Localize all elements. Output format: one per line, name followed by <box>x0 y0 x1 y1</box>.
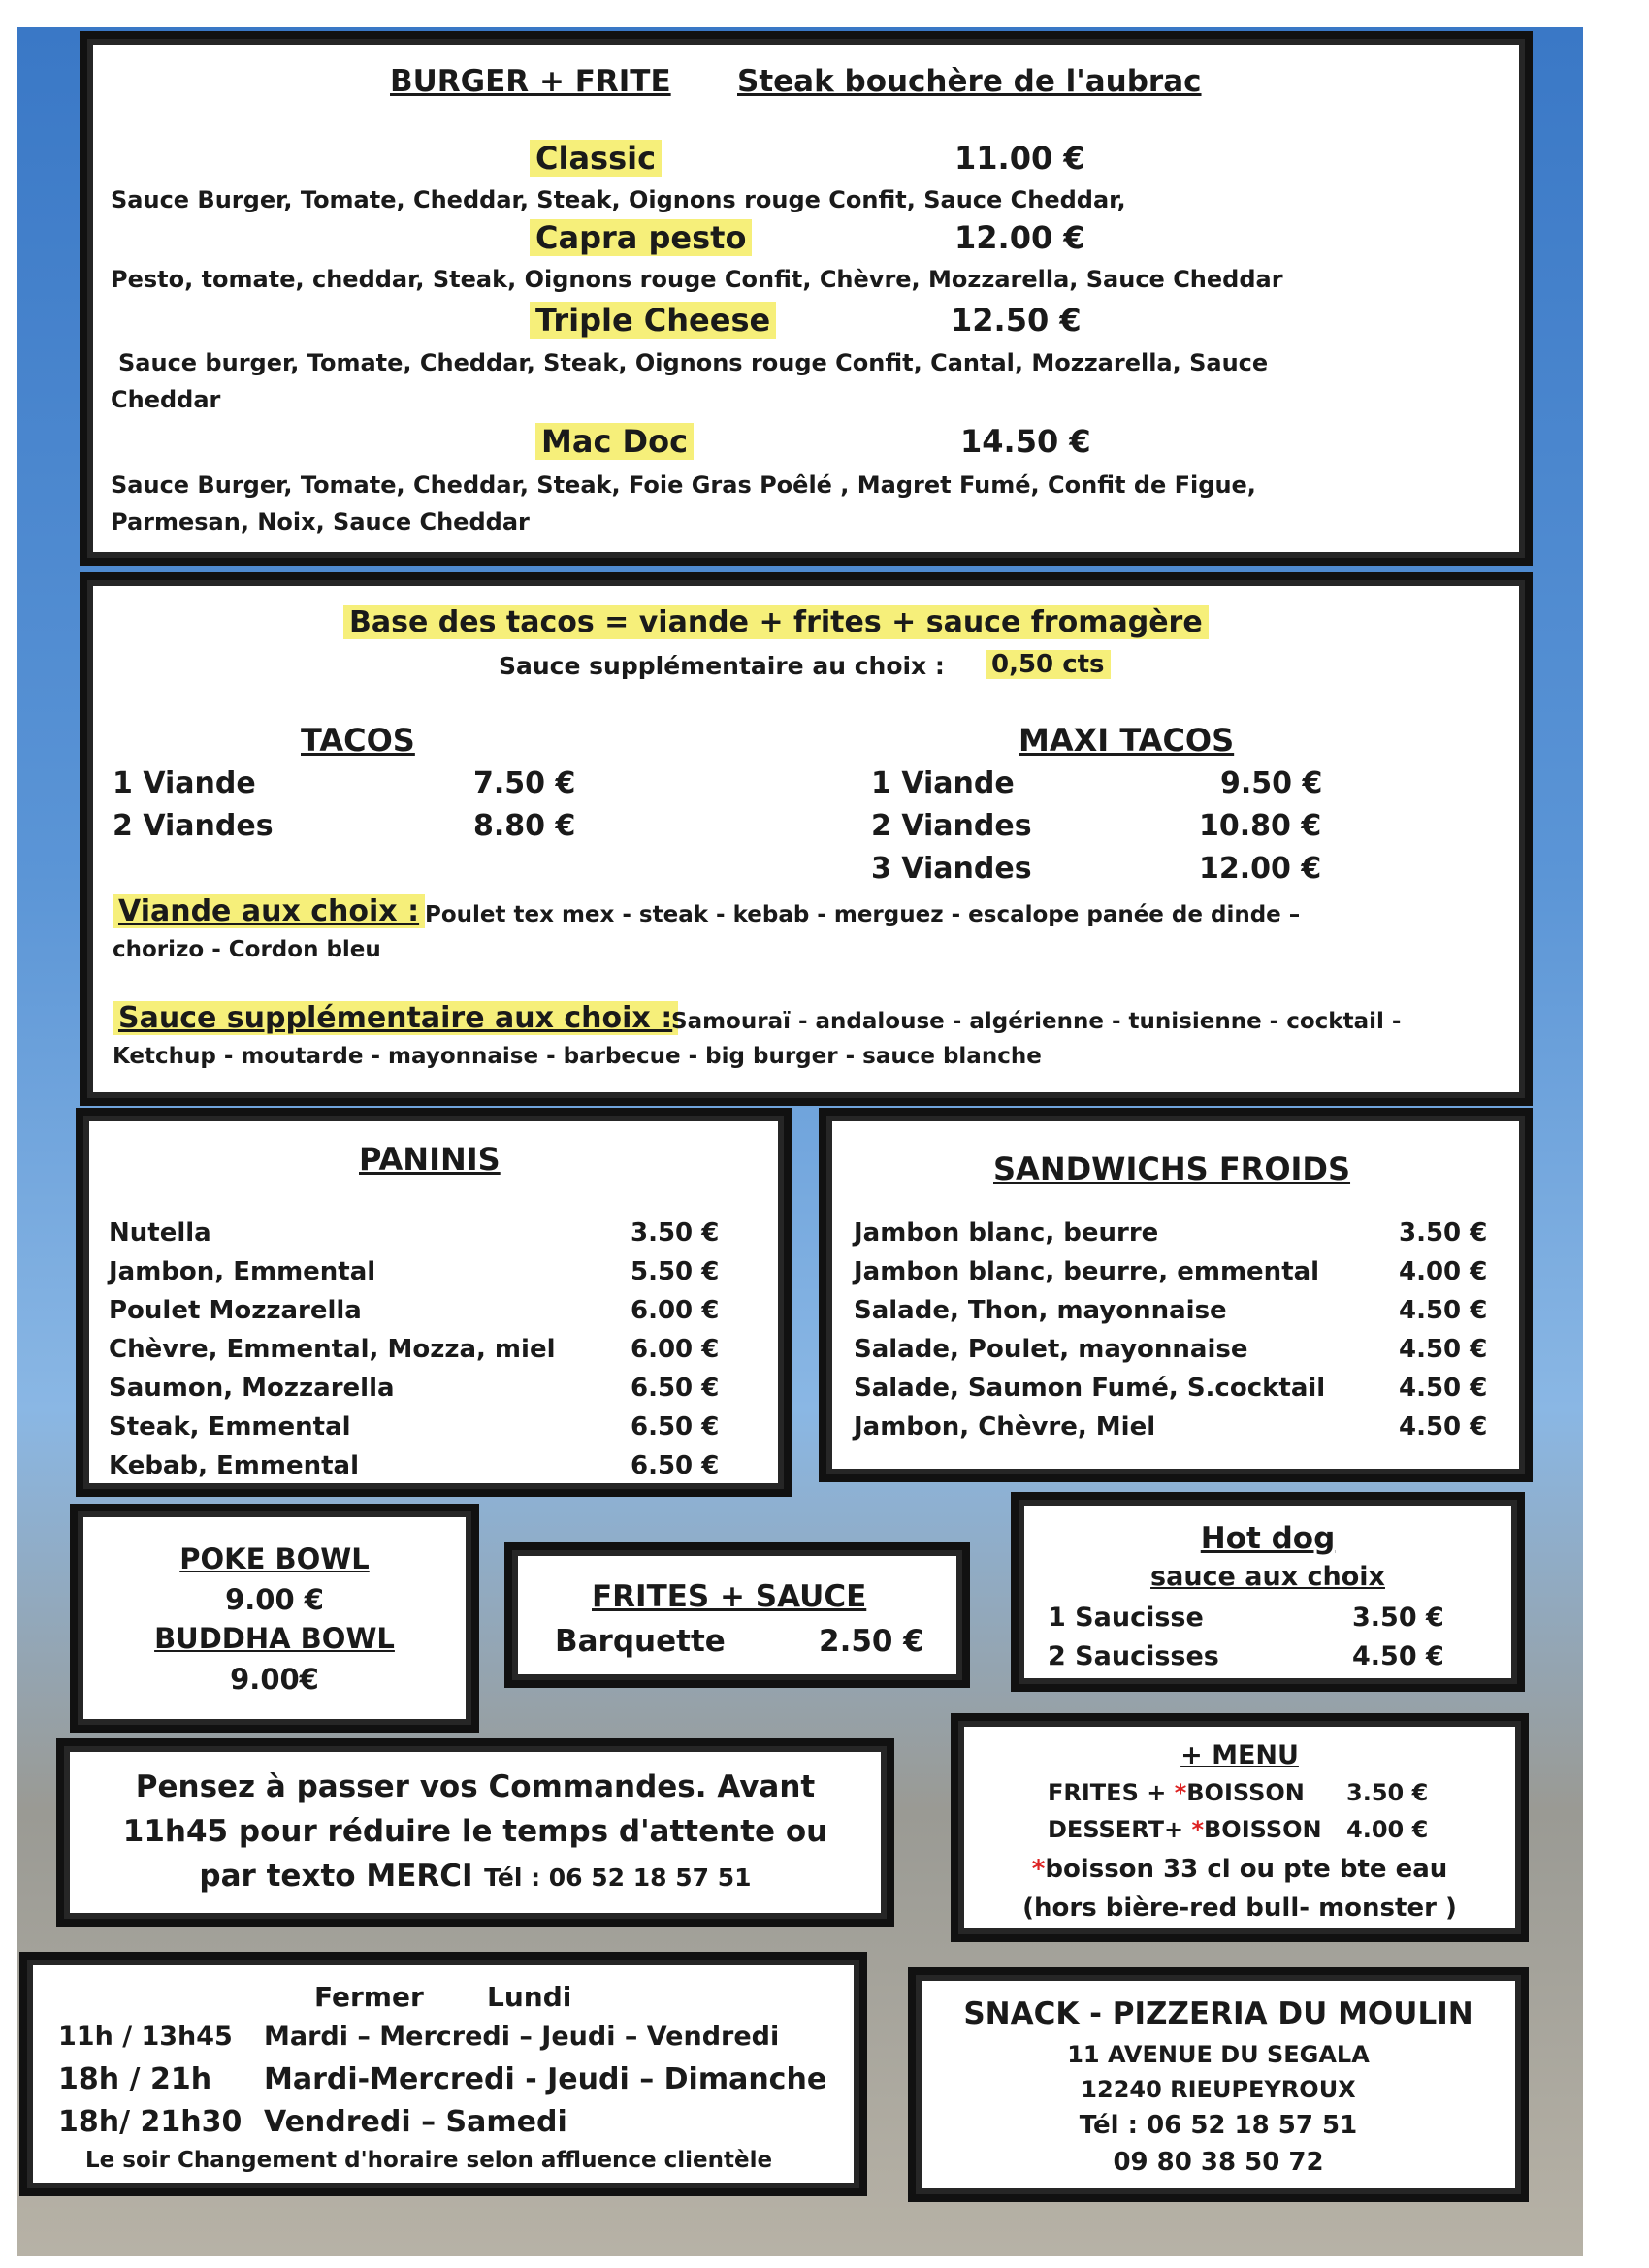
hours-time-3: 18h/ 21h30 <box>58 2105 242 2139</box>
shop-name: SNACK - PIZZERIA DU MOULIN <box>963 1996 1473 2031</box>
burger-name-capra: Capra pesto <box>530 219 752 256</box>
hours-days-1: Mardi – Mercredi – Jeudi – Vendredi <box>264 2022 780 2052</box>
menu-note-2: (hors bière-red bull- monster ) <box>1022 1894 1457 1923</box>
hours-time-2: 18h / 21h <box>58 2062 212 2096</box>
sandwichs-section <box>826 1116 1525 1474</box>
hours-closed-label: Fermer <box>314 1981 424 2013</box>
menu-star-3: * <box>1031 1855 1046 1884</box>
hotdog-title: Hot dog <box>1200 1521 1336 1556</box>
menu-star-1: * <box>1174 1779 1187 1806</box>
burger-desc-macdoc: Sauce Burger, Tomate, Cheddar, Steak, Foie Gras Poêlé , Magret Fumé, Confit de Figue, <box>111 471 1256 499</box>
notice-line-3 <box>70 1859 881 1894</box>
burger-subtitle: Steak bouchère de l'aubrac <box>737 64 1202 99</box>
hotdog-price-1: 3.50 € <box>1352 1603 1444 1633</box>
hours-closed-day: Lundi <box>487 1981 572 2013</box>
maxi-tacos-title: MAXI TACOS <box>1018 722 1235 759</box>
hours-days-3: Vendredi – Samedi <box>264 2105 567 2139</box>
sandwichs-title: SANDWICHS FROIDS <box>993 1150 1351 1187</box>
sandwich-item-price: 4.50 € <box>1399 1296 1488 1325</box>
notice-merci: par texto MERCI <box>199 1859 473 1894</box>
tacos-price-1: 7.50 € <box>473 766 576 800</box>
sandwich-item-price: 4.50 € <box>1399 1335 1488 1364</box>
viande-line-1: Poulet tex mex - steak - kebab - merguez - escalope panée de dinde – <box>425 902 1301 927</box>
poke-bowl-title: POKE BOWL <box>179 1542 370 1575</box>
sandwich-item-label: Salade, Thon, mayonnaise <box>854 1296 1227 1325</box>
menu-note-1 <box>964 1855 1515 1884</box>
hours-note: Le soir Changement d'horaire selon affluence clientèle <box>85 2148 773 2173</box>
maxi-price-1: 9.50 € <box>1220 766 1323 800</box>
panini-item-price: 6.50 € <box>630 1374 720 1403</box>
poke-bowl-price: 9.00 € <box>225 1583 324 1616</box>
maxi-price-2: 10.80 € <box>1199 809 1322 843</box>
notice-phone: Tél : 06 52 18 57 51 <box>484 1863 752 1892</box>
sandwich-item-label: Salade, Poulet, mayonnaise <box>854 1335 1248 1364</box>
frites-section <box>512 1550 962 1680</box>
burger-price-classic: 11.00 € <box>954 140 1085 177</box>
hours-time-1: 11h / 13h45 <box>58 2022 233 2052</box>
burger-section <box>87 39 1525 558</box>
menu-note-1-text: boisson 33 cl ou pte bte eau <box>1045 1855 1448 1884</box>
tacos-label-1: 1 Viande <box>113 766 256 800</box>
tacos-extra-price: 0,50 cts <box>986 650 1111 679</box>
shop-phone-1: Tél : 06 52 18 57 51 <box>1079 2111 1358 2140</box>
burger-desc-macdoc-2: Parmesan, Noix, Sauce Cheddar <box>111 508 530 535</box>
burger-desc-capra: Pesto, tomate, cheddar, Steak, Oignons rouge Confit, Chèvre, Mozzarella, Sauce Cheddar <box>111 266 1283 293</box>
tacos-title: TACOS <box>301 722 415 759</box>
panini-item-price: 6.50 € <box>630 1451 720 1480</box>
panini-item-price: 6.00 € <box>630 1335 720 1364</box>
paninis-section <box>83 1116 784 1489</box>
burger-desc-classic: Sauce Burger, Tomate, Cheddar, Steak, Oignons rouge Confit, Sauce Cheddar, <box>111 186 1126 213</box>
menu-section <box>958 1721 1521 1934</box>
viande-label: Viande aux choix : <box>113 894 425 928</box>
burger-name-triple: Triple Cheese <box>530 302 776 339</box>
sandwich-item-label: Salade, Saumon Fumé, S.cocktail <box>854 1374 1326 1403</box>
panini-item-label: Steak, Emmental <box>109 1412 351 1442</box>
order-notice-section <box>64 1746 887 1919</box>
panini-item-label: Poulet Mozzarella <box>109 1296 362 1325</box>
menu-line-1 <box>1048 1779 1305 1806</box>
sandwich-item-label: Jambon blanc, beurre <box>854 1218 1159 1247</box>
burger-name-macdoc: Mac Doc <box>535 423 694 460</box>
sandwich-item-price: 4.50 € <box>1399 1412 1488 1442</box>
menu-price-1: 3.50 € <box>1346 1779 1429 1806</box>
menu-line-2-main: DESSERT+ <box>1048 1816 1192 1843</box>
maxi-price-3: 12.00 € <box>1199 852 1322 886</box>
contact-section <box>916 1975 1521 2194</box>
hours-days-2: Mardi-Mercredi - Jeudi – Dimanche <box>264 2062 827 2096</box>
menu-line-2 <box>1048 1816 1322 1843</box>
maxi-label-2: 2 Viandes <box>871 809 1032 843</box>
bowls-section <box>78 1511 471 1725</box>
menu-line-1-main: FRITES + <box>1048 1779 1175 1806</box>
menu-price-2: 4.00 € <box>1346 1816 1429 1843</box>
sauce-line-1: Samouraï - andalouse - algérienne - tunisienne - cocktail - <box>671 1009 1402 1034</box>
shop-phone-2: 09 80 38 50 72 <box>1113 2148 1324 2177</box>
hotdog-section <box>1018 1500 1517 1684</box>
paninis-title: PANINIS <box>359 1141 501 1178</box>
panini-item-price: 5.50 € <box>630 1257 720 1286</box>
notice-line-1: Pensez à passer vos Commandes. Avant <box>135 1769 816 1804</box>
burger-title: BURGER + FRITE <box>390 64 671 99</box>
hotdog-price-2: 4.50 € <box>1352 1641 1444 1671</box>
burger-desc-triple-2: Cheddar <box>111 386 221 413</box>
frites-title: FRITES + SAUCE <box>592 1579 867 1614</box>
panini-item-price: 3.50 € <box>630 1218 720 1247</box>
menu-line-1-drink: BOISSON <box>1186 1779 1305 1806</box>
menu-star-2: * <box>1191 1816 1205 1843</box>
frites-price: 2.50 € <box>819 1624 924 1659</box>
sauce-label: Sauce supplémentaire aux choix : <box>113 1001 678 1035</box>
hotdog-label-1: 1 Saucisse <box>1048 1603 1204 1633</box>
panini-item-price: 6.00 € <box>630 1296 720 1325</box>
panini-item-label: Kebab, Emmental <box>109 1451 359 1480</box>
shop-city: 12240 RIEUPEYROUX <box>1081 2076 1356 2103</box>
viande-line-2: chorizo - Cordon bleu <box>113 937 381 962</box>
maxi-label-1: 1 Viande <box>871 766 1015 800</box>
burger-desc-triple: Sauce burger, Tomate, Cheddar, Steak, Oignons rouge Confit, Cantal, Mozzarella, Sauce <box>118 349 1269 376</box>
tacos-base: Base des tacos = viande + frites + sauce fromagère <box>343 605 1209 639</box>
notice-line-2: 11h45 pour réduire le temps d'attente ou <box>122 1814 828 1849</box>
hotdog-label-2: 2 Saucisses <box>1048 1641 1219 1671</box>
panini-item-price: 6.50 € <box>630 1412 720 1442</box>
tacos-extra-label: Sauce supplémentaire au choix : <box>499 652 945 680</box>
menu-title: + MENU <box>1180 1740 1299 1770</box>
tacos-price-2: 8.80 € <box>473 809 576 843</box>
hours-section <box>27 1960 859 2188</box>
sandwich-item-price: 4.00 € <box>1399 1257 1488 1286</box>
shop-street: 11 AVENUE DU SEGALA <box>1067 2041 1370 2068</box>
sauce-line-2: Ketchup - moutarde - mayonnaise - barbecue - big burger - sauce blanche <box>113 1044 1042 1069</box>
frites-label: Barquette <box>555 1624 726 1659</box>
maxi-label-3: 3 Viandes <box>871 852 1032 886</box>
burger-price-capra: 12.00 € <box>954 219 1085 256</box>
panini-item-label: Chèvre, Emmental, Mozza, miel <box>109 1335 556 1364</box>
sandwich-item-label: Jambon, Chèvre, Miel <box>854 1412 1156 1442</box>
sandwich-item-price: 4.50 € <box>1399 1374 1488 1403</box>
panini-item-label: Saumon, Mozzarella <box>109 1374 395 1403</box>
hotdog-subtitle: sauce aux choix <box>1150 1562 1385 1592</box>
menu-line-2-drink: BOISSON <box>1204 1816 1322 1843</box>
sandwich-item-label: Jambon blanc, beurre, emmental <box>854 1257 1320 1286</box>
burger-name-classic: Classic <box>530 140 662 177</box>
burger-price-macdoc: 14.50 € <box>960 423 1091 460</box>
sandwich-item-price: 3.50 € <box>1399 1218 1488 1247</box>
tacos-section <box>87 580 1525 1098</box>
tacos-label-2: 2 Viandes <box>113 809 274 843</box>
panini-item-label: Nutella <box>109 1218 211 1247</box>
buddha-bowl-title: BUDDHA BOWL <box>154 1622 395 1655</box>
buddha-bowl-price: 9.00€ <box>230 1663 319 1696</box>
panini-item-label: Jambon, Emmental <box>109 1257 376 1286</box>
burger-price-triple: 12.50 € <box>951 302 1082 339</box>
